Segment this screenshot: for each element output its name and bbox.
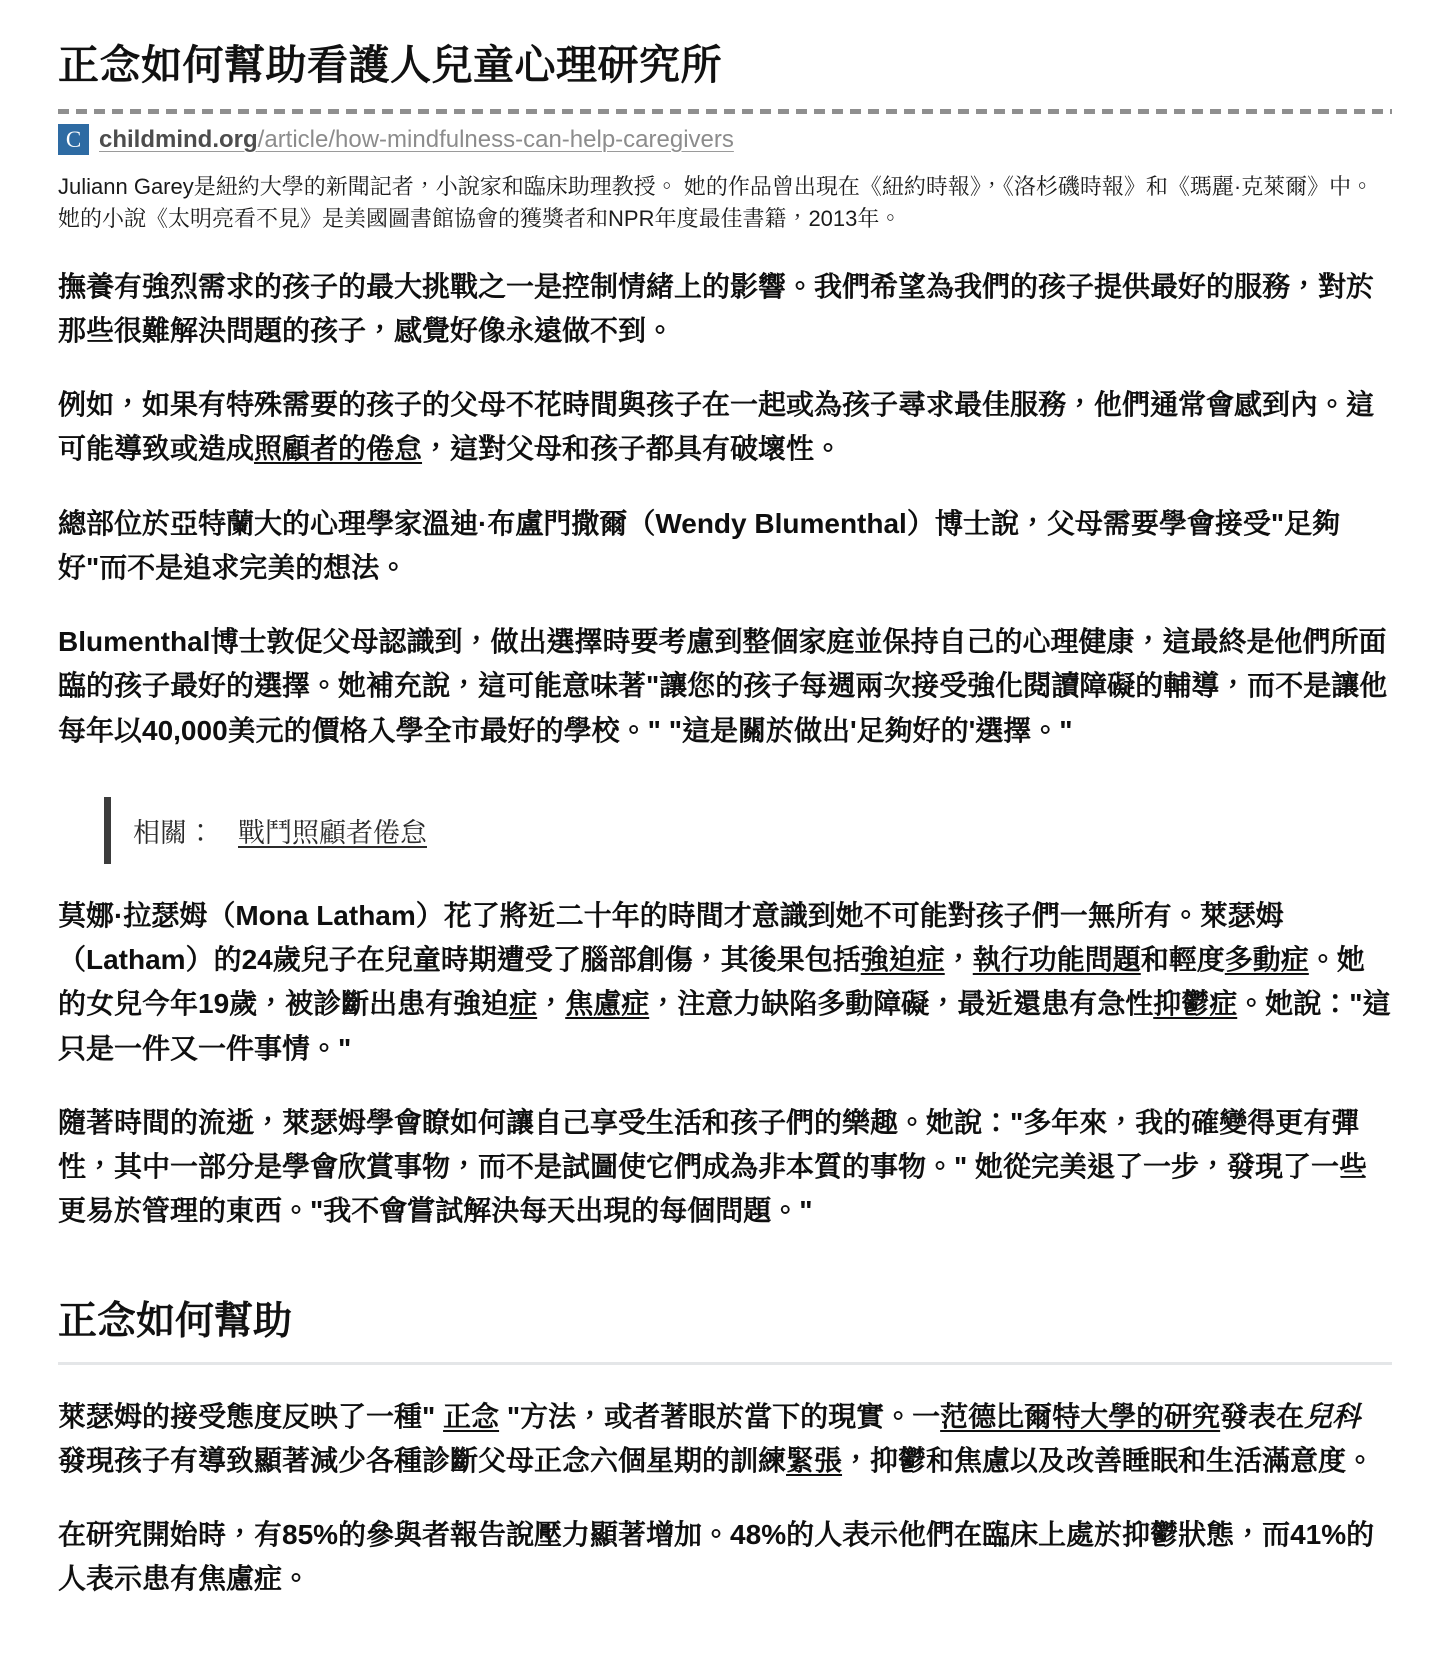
adhd-link[interactable]: 多動症 — [1224, 944, 1309, 976]
paragraph-mindfulness-study — [58, 1395, 1392, 1483]
related-label: 相關： — [133, 817, 214, 848]
paragraph-guilt — [58, 383, 1392, 471]
text-segment: ，注意力缺陷多動障礙，最近還患有急性 — [649, 988, 1154, 1020]
section-heading-mindfulness: 正念如何幫助 — [58, 1299, 293, 1343]
title-divider — [58, 109, 1392, 114]
text-segment: ， — [944, 944, 973, 976]
paragraph-study-stats: 在研究開始時，有85%的參與者報告說壓力顯著增加。48%的人表示他們在臨床上處於抑鬱狀態，而41%的人表示患有焦慮症。 — [58, 1519, 1375, 1595]
text-segment: ，這對父母和孩子都具有破壞性。 — [422, 433, 843, 465]
text-segment: "方法，或者著眼於當下的現實。一 — [499, 1400, 941, 1432]
author-bio: Juliann Garey是紐約大學的新聞記者，小說家和臨床助理教授。 她的作品曾出現在《紐約時報》，《洛杉磯時報》和《瑪麗·克萊爾》中。 她的小說《太明亮看不見》是美國圖書館協會的獲獎者和NPR年度最佳書籍，2013年。 — [58, 174, 1374, 231]
paragraph-flexibility: 隨著時間的流逝，萊瑟姆學會瞭如何讓自己享受生活和孩子們的樂趣。她說："多年來，我的確變得更有彈性，其中一部分是學會欣賞事物，而不是試圖使它們成為非本質的事物。" 她從完美退了一步，發現了一些更易於管理的東西。"我不會嘗試解決每天出現的每個問題。" — [58, 1106, 1368, 1227]
source-url-link[interactable] — [99, 126, 734, 154]
caregiver-burnout-link[interactable]: 照顧者的倦怠 — [254, 433, 423, 465]
text-segment: 發現孩子有導致顯著減少各種診斷父母正念六個星期的訓練 — [58, 1444, 787, 1476]
text-segment: 和輕度 — [1140, 944, 1225, 976]
ocd-link[interactable]: 強迫症 — [860, 944, 945, 976]
source-domain: childmind.org — [99, 125, 258, 153]
paragraph-blumenthal-quote: 總部位於亞特蘭大的心理學家溫迪·布盧門撒爾（Wendy Blumenthal）博士說，父母需要學會接受"足夠好"而不是追求完美的想法。 — [58, 507, 1341, 583]
text-segment: 例如，如果有特殊需要的孩子的父母不花時間與孩子在一起或為孩子尋求最佳服務，他們通常會感到內。這可能導致或造成 — [58, 389, 1375, 465]
text-segment: 莫娜·拉瑟姆（Mona Latham）花了將近二十年的時間才意識到她不可能對孩子們一無所有。萊瑟姆（Latham）的24歲兒子在兒童時期遭受了腦部創傷，其後果包括 — [58, 899, 1284, 976]
related-burnout-link[interactable]: 戰鬥照顧者倦怠 — [238, 817, 427, 848]
page-title: 正念如何幫助看護人兒童心理研究所 — [58, 42, 722, 88]
paragraph-mona-latham — [58, 894, 1392, 1071]
text-segment: 。她說："這只是一件又一件事情。" — [58, 988, 1391, 1064]
pediatrics-journal-title: 兒科 — [1304, 1400, 1361, 1432]
site-favicon: C — [58, 124, 89, 155]
source-path: /article/how-mindfulness-can-help-caregivers — [257, 125, 734, 153]
text-segment: 。她的女兒今年19歲，被診斷出患有強迫 — [58, 944, 1365, 1020]
mindfulness-link[interactable]: 正念 — [443, 1400, 500, 1432]
related-callout — [104, 797, 1392, 864]
section-divider — [58, 1362, 1392, 1365]
depression-link[interactable]: 抑鬱症 — [1153, 988, 1238, 1020]
paragraph-challenge: 撫養有強烈需求的孩子的最大挑戰之一是控制情緒上的影響。我們希望為我們的孩子提供最好的服務，對於那些很難解決問題的孩子，感覺好像永遠做不到。 — [58, 270, 1375, 347]
anxiety-link[interactable]: 焦慮症 — [565, 988, 650, 1020]
text-segment: 萊瑟姆的接受態度反映了一種" — [58, 1400, 444, 1432]
paragraph-good-enough-choices: Blumenthal博士敦促父母認識到，做出選擇時要考慮到整個家庭並保持自己的心理健康，這最終是他們所面臨的孩子最好的選擇。她補充說，這可能意味著"讓您的孩子每週兩次接受強化閱讀障礙的輔導，而不是讓他每年以40,000美元的價格入學全市最好的學校。" "這是關於做出'足夠好的'選擇。" — [58, 626, 1388, 746]
stress-link[interactable]: 緊張 — [786, 1444, 843, 1476]
vanderbilt-study-link[interactable]: 范德比爾特大學的研究 — [940, 1400, 1221, 1432]
text-segment: ， — [537, 988, 566, 1020]
ocd-second-link[interactable]: 症 — [509, 988, 538, 1020]
executive-function-link[interactable]: 執行功能問題 — [972, 944, 1141, 976]
text-segment: ，抑鬱和焦慮以及改善睡眠和生活滿意度。 — [842, 1444, 1375, 1476]
text-segment: 發表在 — [1220, 1400, 1305, 1432]
source-row — [58, 124, 1392, 155]
